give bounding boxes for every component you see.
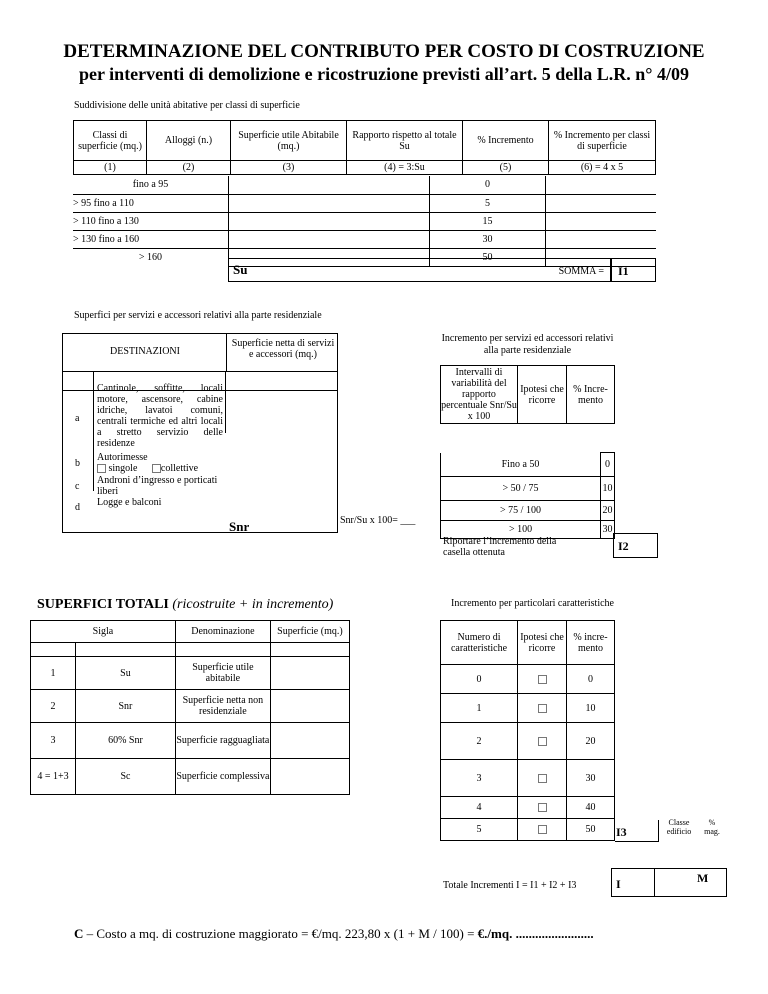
t1-heading: Suddivisione delle unità abitative per classi di superficie: [74, 100, 300, 111]
t1-inc: 15: [430, 212, 546, 230]
somma-label: SOMMA =: [558, 266, 604, 277]
table-row: [441, 477, 615, 501]
table-row: [441, 760, 615, 797]
snr-label: Snr: [229, 519, 250, 534]
t2-pct: 20: [601, 501, 615, 521]
t2-h-ipotesi: Ipotesi che ricorre: [518, 366, 567, 424]
table-row: [441, 501, 615, 521]
t4-ipotesi: [518, 797, 567, 819]
t1-classe: fino a 95: [73, 176, 229, 194]
table-row: [31, 759, 350, 795]
t3-cell[interactable]: [270, 690, 349, 723]
m-box[interactable]: [654, 868, 727, 897]
t4-pct: 40: [567, 797, 615, 819]
t3-n: 1: [31, 657, 76, 690]
t1-sub: (5): [463, 161, 549, 175]
t4-ipotesi: [518, 723, 567, 760]
t3-heading-bold: SUPERFICI TOTALI: [37, 597, 169, 612]
t4-n: 0: [441, 665, 518, 694]
snet-header: Superficie netta di servizi e accessori (mq.): [231, 338, 335, 360]
t3-header-row: [31, 621, 350, 643]
t3-n: 4 = 1+3: [31, 759, 76, 795]
i2-label: I2: [618, 539, 629, 553]
t1-inc: 5: [430, 194, 546, 212]
t3-den: Superficie netta non residenziale: [175, 690, 270, 723]
t2-range: > 75 / 100: [441, 501, 601, 521]
t1-sub: (2): [147, 161, 231, 175]
t1-h-classi: Classi di superficie (mq.): [74, 121, 147, 161]
i1-box[interactable]: [611, 258, 656, 282]
totale-incrementi-label: Totale Incrementi I = I1 + I2 + I3: [443, 880, 577, 891]
classes-table: [73, 120, 656, 175]
singole-checkbox[interactable]: [97, 464, 106, 473]
i-label: I: [616, 877, 621, 891]
table-row: [441, 723, 615, 760]
table-row: [441, 694, 615, 723]
table-row: [73, 194, 656, 212]
t4-heading: Incremento per particolari caratteristiche: [451, 598, 614, 609]
t1-cell[interactable]: [546, 194, 657, 212]
i3-label: I3: [616, 825, 627, 839]
t3-h-superficie: Superficie (mq.): [270, 621, 349, 643]
t1-cell[interactable]: [229, 230, 430, 248]
t2-h-incremento: % Incre-mento: [567, 366, 615, 424]
t1-h-rapporto: Rapporto rispetto al totale Su: [347, 121, 463, 161]
t2-range: Fino a 50: [441, 453, 601, 477]
t1-h-alloggi: Alloggi (n.): [147, 121, 231, 161]
table-row: [441, 453, 615, 477]
t1-cell[interactable]: [229, 194, 430, 212]
dest-c-text: Androni d’ingresso e porticati liberi: [97, 475, 218, 497]
t2-pct: 30: [601, 521, 615, 539]
su-box: [228, 258, 611, 282]
ipotesi-checkbox[interactable]: [538, 803, 547, 812]
t1-inc: 50: [430, 248, 546, 266]
t1-cell[interactable]: [229, 212, 430, 230]
dest-letter: b: [75, 458, 80, 469]
i3-box[interactable]: [615, 820, 659, 842]
ipotesi-checkbox[interactable]: [538, 737, 547, 746]
costo-result: €./mq. ........................: [477, 926, 594, 941]
t4-ipotesi: [518, 819, 567, 841]
t4-header-row: [441, 621, 615, 665]
collettive-checkbox[interactable]: [152, 464, 161, 473]
t3-cell[interactable]: [270, 759, 349, 795]
t1-classe: > 160: [73, 248, 229, 266]
i1-label: I1: [618, 264, 629, 278]
divider: [225, 371, 226, 433]
t1-cell[interactable]: [229, 176, 430, 194]
table-row: [441, 819, 615, 841]
table-row: [73, 230, 656, 248]
t1-sub: (1): [74, 161, 147, 175]
t3-sigla: Sc: [76, 759, 176, 795]
table-row: [31, 657, 350, 690]
t2-inc-heading: Incremento per servizi ed accessori relativi alla parte residenziale: [441, 333, 614, 356]
t1-body: [73, 176, 656, 267]
t2-pct: 10: [601, 477, 615, 501]
page-title: DETERMINAZIONE DEL CONTRIBUTO PER COSTO DI COSTRUZIONE: [63, 41, 705, 62]
t4-n: 2: [441, 723, 518, 760]
t4-ipotesi: [518, 665, 567, 694]
costo-formula: – Costo a mq. di costruzione maggiorato = €/mq. 223,80 x (1 + M / 100) =: [83, 926, 478, 941]
t2-h-intervalli: Intervalli di variabilità del rapporto percentuale Snr/Su x 100: [441, 367, 517, 422]
table-row: [31, 690, 350, 723]
t4-n: 5: [441, 819, 518, 841]
dest-b-options: [97, 463, 198, 474]
t2-range: > 50 / 75: [441, 477, 601, 501]
ipotesi-checkbox[interactable]: [538, 675, 547, 684]
t1-classe: > 130 fino a 160: [73, 230, 229, 248]
costo-line: [74, 926, 594, 942]
t1-inc: 0: [430, 176, 546, 194]
dest-header-cell: [63, 334, 227, 372]
destinazioni-box: [62, 333, 338, 533]
costo-c: C: [74, 926, 84, 941]
totali-table: [30, 620, 350, 795]
t3-spacer: [31, 643, 350, 657]
t2-inc-table: [440, 365, 615, 424]
ratio-label: Snr/Su x 100= ___: [340, 515, 416, 526]
table-row: [73, 176, 656, 194]
divider: [93, 371, 94, 491]
t4-n: 1: [441, 694, 518, 723]
divider: [63, 371, 337, 372]
dest-letter: a: [75, 413, 80, 424]
t2-inc-rows: [440, 452, 615, 539]
table-row: [31, 723, 350, 759]
classe-edificio-label: Classe edificio: [666, 818, 692, 836]
t1-sub: (4) = 3:Su: [347, 161, 463, 175]
t3-sigla: Snr: [76, 690, 176, 723]
dest-d-text: Logge e balconi: [97, 497, 162, 508]
t1-subheader-row: [74, 161, 656, 175]
t3-cell[interactable]: [270, 657, 349, 690]
dest-letter: d: [75, 502, 80, 513]
t4-n: 3: [441, 760, 518, 797]
t4-h-ipotesi: Ipotesi che ricorre: [518, 621, 567, 665]
t3-sigla: Su: [76, 657, 176, 690]
singole-label: singole: [108, 463, 138, 474]
table-row: [73, 212, 656, 230]
t3-heading-italic: (ricostruite + in incremento): [172, 597, 334, 612]
t2-pct: 0: [601, 453, 615, 477]
t3-den: Superficie ragguagliata: [175, 723, 270, 759]
t4-n: 4: [441, 797, 518, 819]
table-row: [441, 665, 615, 694]
t3-n: 2: [31, 690, 76, 723]
table-row: [441, 797, 615, 819]
t4-ipotesi: [518, 760, 567, 797]
i-box[interactable]: [611, 868, 655, 897]
page-subtitle: per interventi di demolizione e ricostruzione previsti all’art. 5 della L.R. n° 4/09: [79, 64, 689, 84]
t4-pct: 10: [567, 694, 615, 723]
t1-sub: (6) = 4 x 5: [549, 161, 656, 175]
t1-h-incremento: % Incremento: [463, 121, 549, 161]
t4-h-numero: Numero di caratteristiche: [441, 621, 518, 665]
caratteristiche-table: [440, 620, 615, 841]
t2-note: Riportare l’incremento della casella ottenuta: [443, 536, 557, 558]
ipotesi-checkbox[interactable]: [538, 774, 547, 783]
t3-den: Superficie complessiva: [175, 759, 270, 795]
t4-pct: 50: [567, 819, 615, 841]
t1-classe: > 110 fino a 130: [73, 212, 229, 230]
t3-n: 3: [31, 723, 76, 759]
t1-classe: > 95 fino a 110: [73, 194, 229, 212]
t1-h-superficie: Superficie utile Abitabile (mq.): [231, 121, 347, 161]
ipotesi-checkbox[interactable]: [538, 704, 547, 713]
t3-h-sigla: Sigla: [31, 621, 176, 643]
dest-letter: c: [75, 481, 80, 492]
dest-a-text: Cantinole, soffitte, locali motore, ascensore, cabine idriche, lavatoi comuni, centrali termiche ed altri locali a stretto servizio delle residenze: [97, 383, 223, 449]
t4-h-incremento: % incre-mento: [567, 621, 615, 665]
t3-den: Superficie utile abitabile: [175, 657, 270, 690]
t1-cell[interactable]: [546, 212, 657, 230]
dest-b-text: Autorimesse: [97, 452, 148, 463]
t1-h-inc-classi: % Incremento per classi di superficie: [549, 121, 656, 161]
t1-cell[interactable]: [546, 230, 657, 248]
t4-ipotesi: [518, 694, 567, 723]
t1-sub: (3): [231, 161, 347, 175]
m-label: M: [697, 871, 709, 885]
t3-h-denominazione: Denominazione: [175, 621, 270, 643]
t3-cell[interactable]: [270, 723, 349, 759]
i2-box[interactable]: [613, 533, 658, 558]
su-label: Su: [233, 262, 248, 277]
dest-header: DESTINAZIONI: [110, 346, 180, 357]
t2-heading: Superfici per servizi e accessori relativi alla parte residenziale: [74, 310, 322, 321]
t2-inc-header-row: [441, 366, 615, 424]
ipotesi-checkbox[interactable]: [538, 825, 547, 834]
t4-pct: 20: [567, 723, 615, 760]
t1-inc: 30: [430, 230, 546, 248]
t4-pct: 0: [567, 665, 615, 694]
t1-cell[interactable]: [546, 176, 657, 194]
t1-header-row: [74, 121, 656, 161]
t2-range: > 100: [441, 521, 601, 539]
t4-pct: 30: [567, 760, 615, 797]
collettive-label: collettive: [160, 463, 199, 474]
mag-label: % mag.: [704, 818, 720, 836]
t3-sigla: 60% Snr: [76, 723, 176, 759]
t3-heading: [37, 597, 333, 613]
